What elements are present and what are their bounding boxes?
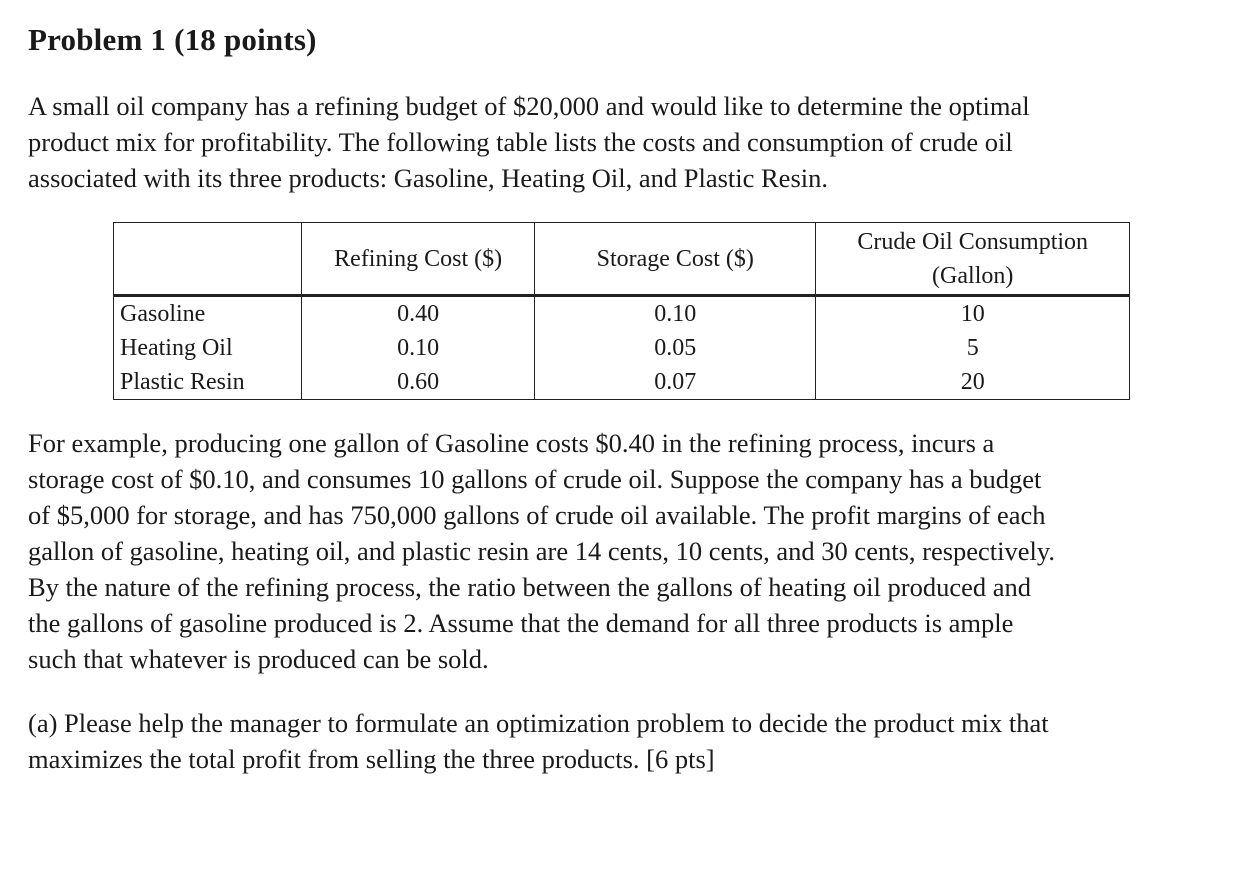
crude-oil-value: 5: [816, 331, 1130, 365]
example-paragraph: [28, 425, 1055, 677]
crude-oil-header-line1: Crude Oil Consumption: [857, 228, 1089, 255]
table-row-gasoline: [114, 296, 1130, 332]
part-a-question: [28, 705, 1049, 777]
refining-cost-header: Refining Cost ($): [302, 223, 535, 296]
intro-line: product mix for profitability. The following table lists the costs and consumption of crude oil: [28, 127, 1013, 157]
part-a-line: maximizes the total profit from selling the three products. [6 pts]: [28, 744, 715, 774]
part-a-line: (a) Please help the manager to formulate an optimization problem to decide the product mix that: [28, 708, 1049, 738]
refining-cost-value: 0.10: [302, 331, 535, 365]
storage-cost-header: Storage Cost ($): [535, 223, 816, 296]
table-row-plastic-resin: [114, 365, 1130, 400]
example-line: such that whatever is produced can be sold.: [28, 644, 489, 674]
refining-cost-value: 0.40: [302, 296, 535, 332]
storage-cost-value: 0.05: [535, 331, 816, 365]
problem-title: Problem 1 (18 points): [28, 22, 317, 57]
storage-cost-value: 0.10: [535, 296, 816, 332]
table-row-heating-oil: [114, 331, 1130, 365]
example-line: storage cost of $0.10, and consumes 10 gallons of crude oil. Suppose the company has a budget: [28, 464, 1042, 494]
intro-paragraph: [28, 88, 1030, 196]
crude-oil-header-line2: (Gallon): [932, 262, 1014, 289]
product-name: Heating Oil: [114, 331, 302, 365]
example-line: By the nature of the refining process, the ratio between the gallons of heating oil produced and: [28, 572, 1032, 602]
product-cost-table: [113, 222, 1130, 400]
example-line: of $5,000 for storage, and has 750,000 gallons of crude oil available. The profit margins of each: [28, 500, 1046, 530]
refining-cost-value: 0.60: [302, 365, 535, 400]
table-corner-cell: [114, 223, 302, 296]
example-line: For example, producing one gallon of Gasoline costs $0.40 in the refining process, incurs a: [28, 428, 995, 458]
crude-oil-value: 10: [816, 296, 1130, 332]
storage-cost-value: 0.07: [535, 365, 816, 400]
product-name: Gasoline: [114, 296, 302, 332]
product-name: Plastic Resin: [114, 365, 302, 400]
crude-oil-value: 20: [816, 365, 1130, 400]
example-line: gallon of gasoline, heating oil, and plastic resin are 14 cents, 10 cents, and 30 cents, respectively.: [28, 536, 1056, 566]
intro-line: associated with its three products: Gasoline, Heating Oil, and Plastic Resin.: [28, 163, 828, 193]
example-line: the gallons of gasoline produced is 2. Assume that the demand for all three products is ample: [28, 608, 1014, 638]
intro-line: A small oil company has a refining budget of $20,000 and would like to determine the optimal: [28, 91, 1030, 121]
crude-oil-header: [816, 223, 1130, 296]
table-header-row: [114, 223, 1130, 296]
